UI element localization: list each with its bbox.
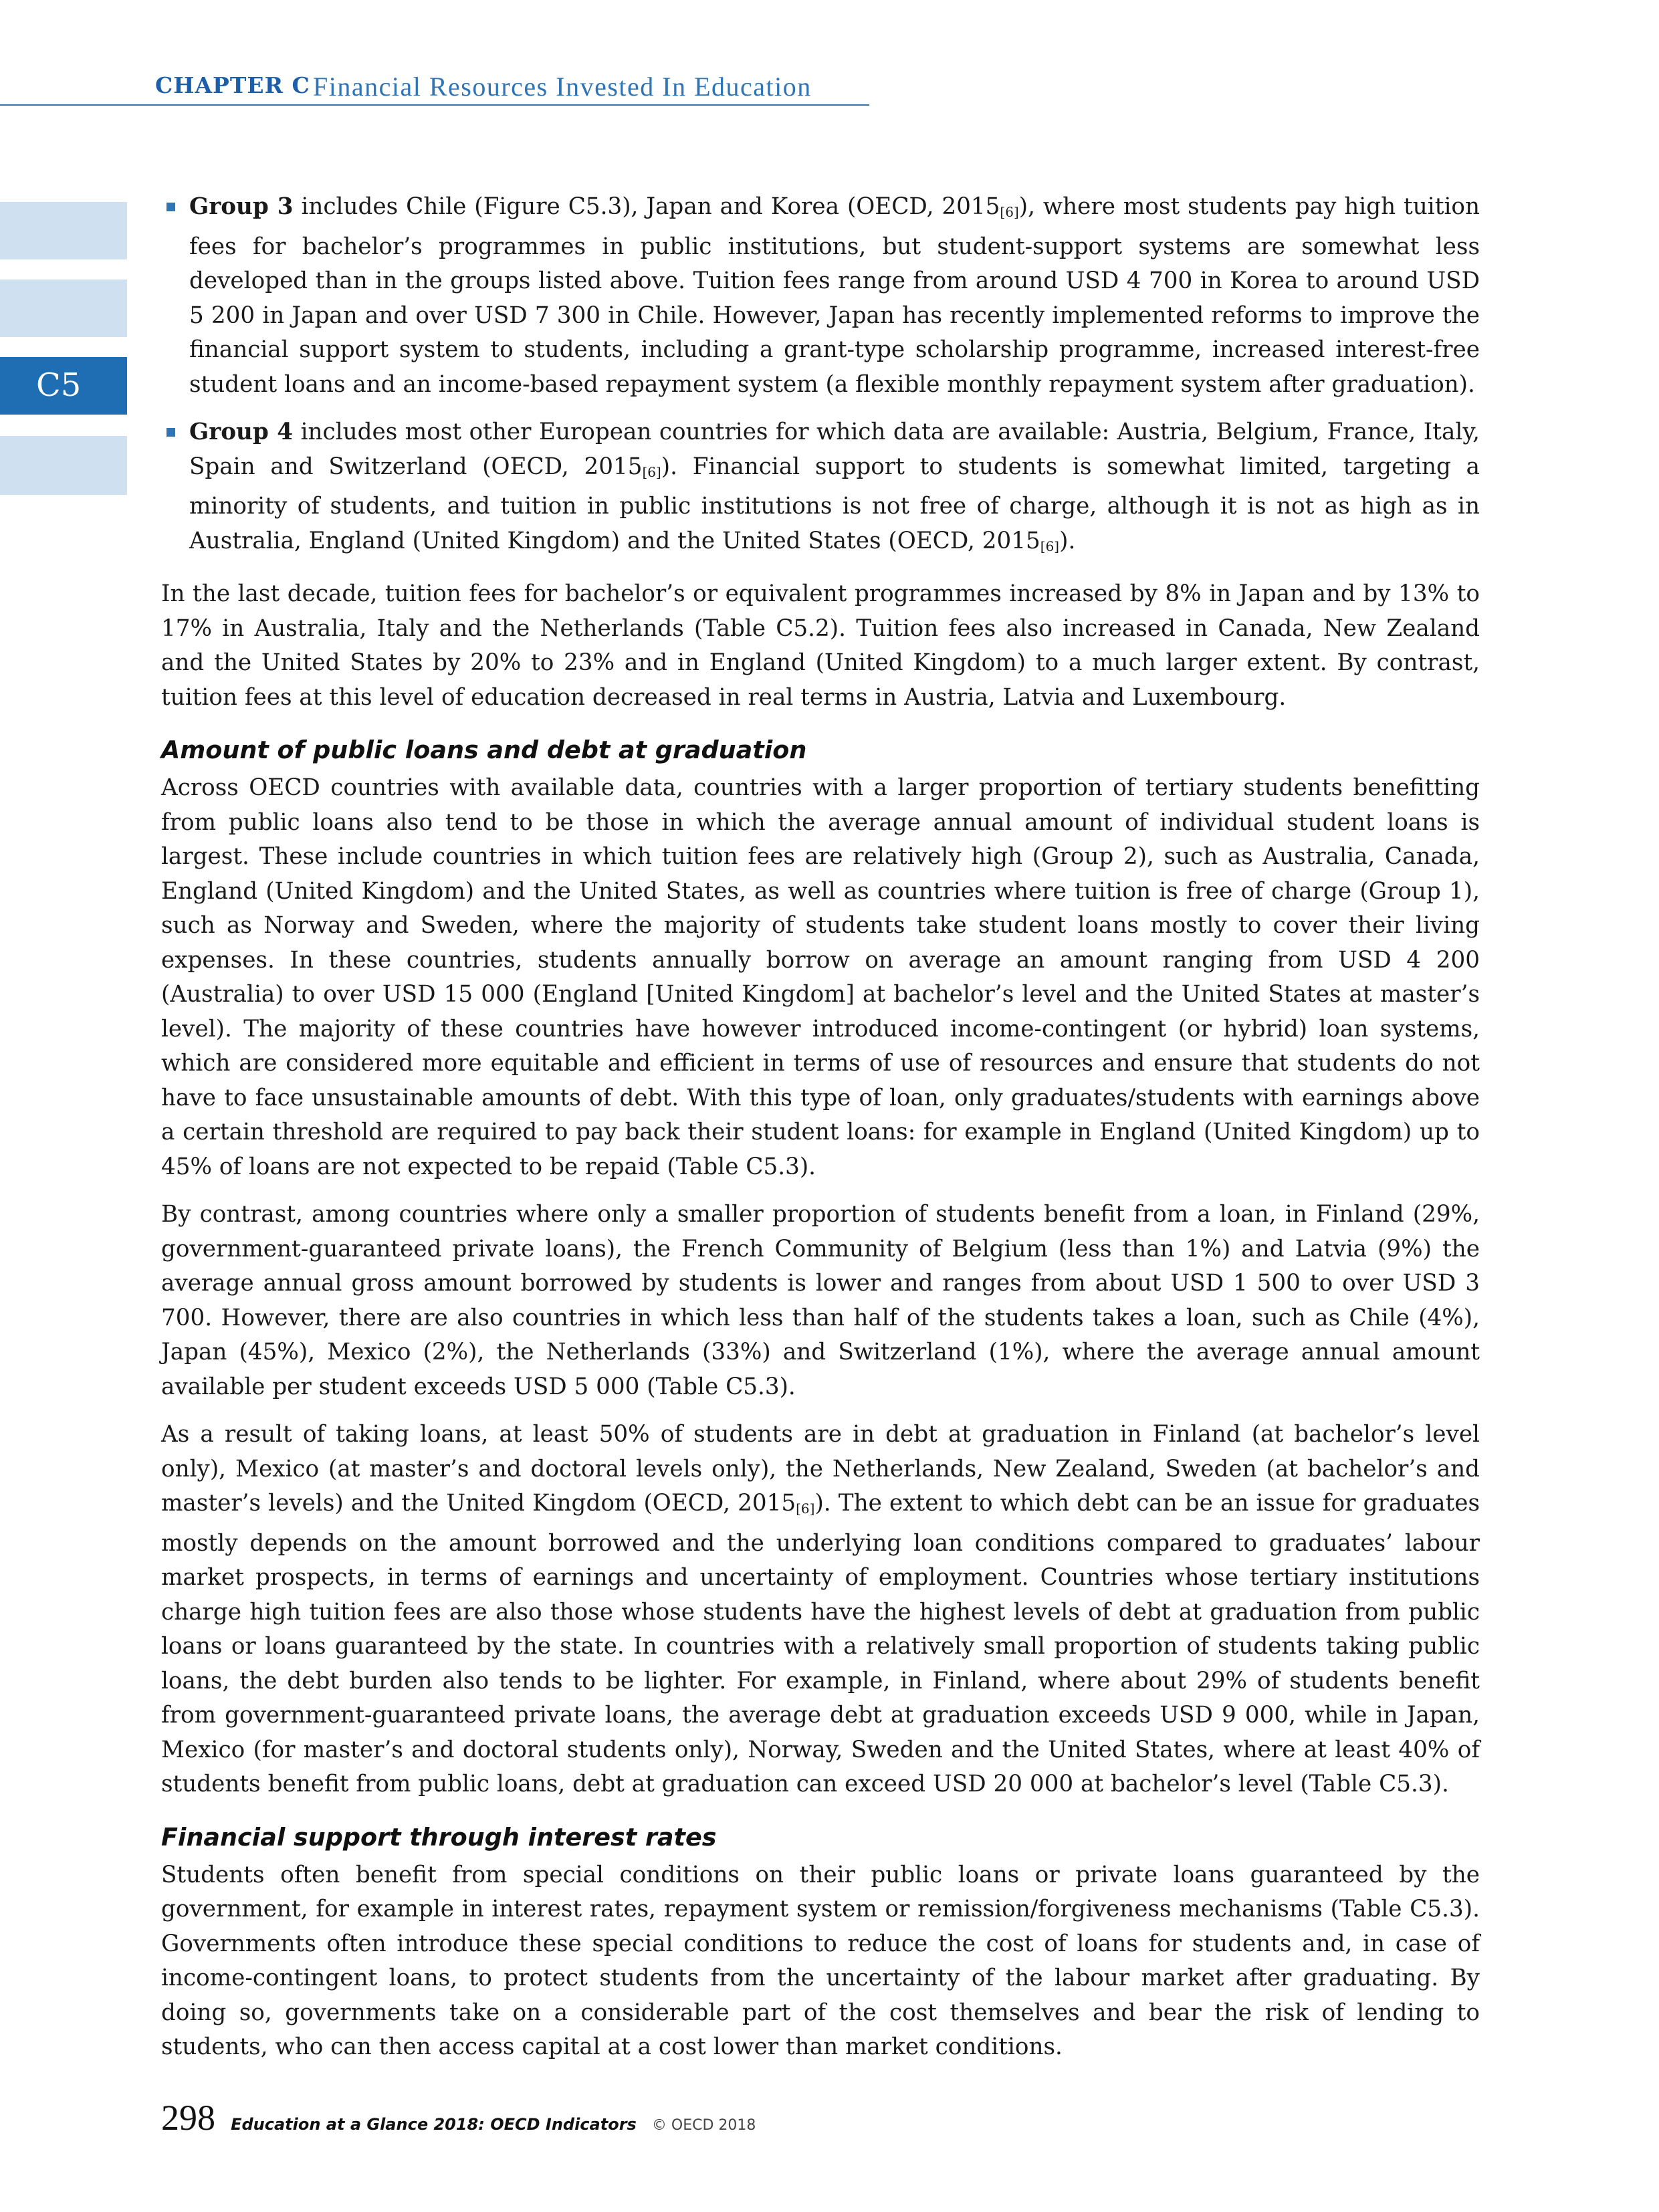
bullet-text: includes most other European countries for which data are available: Austria, Belgium, France, Italy, Spain and Switzerland (OECD, 2015 — [189, 419, 1480, 480]
bullet-lead: Group 3 — [189, 193, 294, 220]
running-header — [0, 67, 869, 106]
bullet-group-4 — [161, 415, 1480, 564]
paragraph-interest-1: Students often benefit from special conditions on their public loans or private loans guaranteed by the government, for example in interest rates, repayment system or remission/forgiveness mechanisms (Table C5.3). Governments often introduce these special conditions to reduce the cost of loans for students and, in case of income-contingent loans, to protect students from the uncertainty of the labour market after graduating. By doing so, governments take on a considerable part of the cost themselves and bear the risk of lending to students, who can then access capital at a cost lower than market conditions. — [161, 1861, 1480, 2060]
paragraph-loans-1: Across OECD countries with available data, countries with a larger proportion of tertiary students benefitting from public loans also tend to be those in which the average annual amount of individual student loans is largest. These include countries in which tuition fees are relatively high (Group 2), such as Australia, Canada, England (United Kingdom) and the United States, as well as countries where tuition is free of charge (Group 1), such as Norway and Sweden, where the majority of students take student loans mostly to cover their living expenses. In these countries, students annually borrow on average an amount ranging from USD 4 200 (Australia) to over USD 15 000 (England [United Kingdom] at bachelor’s level and the United States at master’s level). The majority of these countries have however introduced income-contingent (or hybrid) loan systems, which are considered more equitable and efficient in terms of use of resources and ensure that students do not have to face unsustainable amounts of debt. With this type of loan, only graduates/students with earnings above a certain threshold are required to pay back their student loans: for example in England (United Kingdom) up to 45% of loans are not expected to be repaid (Table C5.3). — [161, 774, 1480, 1180]
paragraph-tuition-trends: In the last decade, tuition fees for bachelor’s or equivalent programmes increased by 8% in Japan and by 13% to 17% in Australia, Italy and the Netherlands (Table C5.2). Tuition fees also increased in Canada, New Zealand and the United States by 20% to 23% and in England (United Kingdom) to a much larger extent. By contrast, tuition fees at this level of education decreased in real terms in Austria, Latvia and Luxembourg. — [161, 580, 1480, 711]
bullet-marker — [167, 428, 175, 437]
citation-ref: [6] — [1000, 204, 1019, 220]
citation-ref: [6] — [796, 1501, 815, 1517]
bullet-text: includes Chile (Figure C5.3), Japan and Korea (OECD, 2015 — [293, 193, 1000, 220]
chapter-title: Financial Resources Invested In Education — [313, 72, 812, 102]
copyright: © OECD 2018 — [651, 2117, 756, 2134]
body-content — [161, 190, 1480, 2078]
paragraph-loans-2: By contrast, among countries where only a smaller proportion of students benefit from a loan, in Finland (29%, government-guaranteed private loans), the French Community of Belgium (less than 1%) and Latvia (9%) the average annual gross amount borrowed by students is lower and ranges from about USD 1 500 to over USD 3 700. However, there are also countries in which less than half of the students takes a loan, such as Chile (4%), Japan (45%), Mexico (2%), the Netherlands (33%) and Switzerland (1%), where the average annual amount available per student exceeds USD 5 000 (Table C5.3). — [161, 1201, 1480, 1400]
chapter-label: CHAPTER C — [155, 72, 310, 98]
bullet-text: ), where most students pay high tuition fees for bachelor’s programmes in public institutions, but student-support systems are somewhat less developed than in the groups listed above. Tuition fees range from around USD 4 700 in Korea to around USD 5 200 in Japan and over USD 7 300 in Chile. However, Japan has recently implemented reforms to improve the financial support system to students, including a grant-type scholarship programme, increased interest-free student loans and an income-based repayment system (a flexible monthly repayment system after graduation). — [189, 193, 1480, 398]
bullet-marker — [167, 203, 175, 211]
bullet-lead: Group 4 — [189, 419, 294, 445]
bullet-text: ). — [1059, 527, 1076, 554]
side-tab-block-1 — [0, 202, 127, 259]
side-tab-block-4 — [0, 436, 127, 495]
bullet-text: ). Financial support to students is somewhat limited, targeting a minority of students, and tuition in public institutions is not free of charge, although it is not as high as in Australia, England (United Kingdom) and the United States (OECD, 2015 — [189, 453, 1480, 554]
citation-ref: [6] — [1040, 538, 1060, 554]
bullet-group-3 — [161, 190, 1480, 402]
section-heading-loans: Amount of public loans and debt at graduation — [161, 736, 807, 764]
citation-ref: [6] — [642, 463, 661, 480]
section-tab-label: C5 — [36, 366, 82, 404]
section-heading-interest: Financial support through interest rates — [161, 1822, 717, 1852]
page-number: 298 — [161, 2098, 215, 2138]
publication-title: Education at a Glance 2018: OECD Indicators — [231, 2115, 637, 2134]
page-footer — [161, 2097, 756, 2138]
side-tab-block-2 — [0, 280, 127, 337]
paragraph-loans-3: As a result of taking loans, at least 50% of students are in debt at graduation in Finland (at bachelor’s level only), Mexico (at master’s and doctoral levels only), the Netherlands, New Zealand, Sweden (at bachelor’s and master’s levels) and the United Kingdom (OECD, $2015_{[6]}$). The extent to which debt can be an issue for graduates mostly depends on the amount borrowed and the underlying loan conditions compared to graduates’ labour market prospects, in terms of earnings and uncertainty of employment. Countries whose tertiary institutions charge high tuition fees are also those whose students have the highest levels of debt at graduation from public loans or loans guaranteed by the state. In countries with a relatively small proportion of students taking public loans, the debt burden also tends to be lighter. For example, in Finland, where about 29% of students benefit from government-guaranteed private loans, the average debt at graduation exceeds USD 9 000, while in Japan, Mexico (for master’s and doctoral students only), Norway, Sweden and the United States, where at least 40% of students benefit from public loans, debt at graduation can exceed USD 20 000 at bachelor’s level (Table C5.3). — [161, 1421, 1480, 1797]
